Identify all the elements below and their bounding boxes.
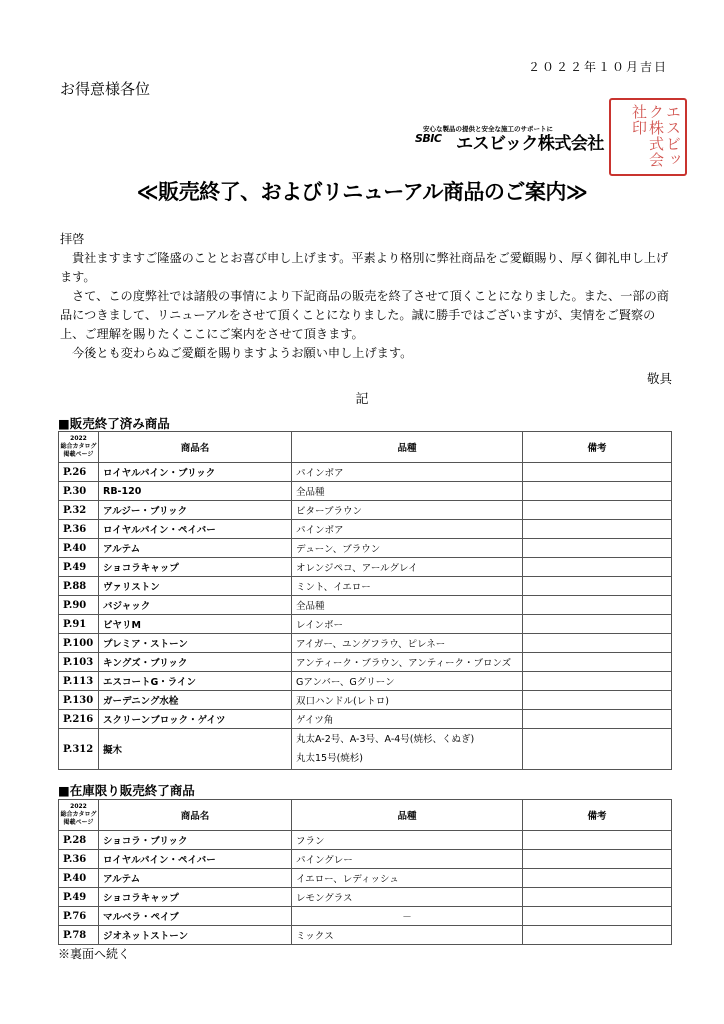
table-row xyxy=(59,672,672,691)
row-page: P.49 xyxy=(59,558,99,577)
row-notes xyxy=(523,463,672,482)
row-variety: － xyxy=(292,907,523,926)
row-page: P.88 xyxy=(59,577,99,596)
header-variety: 品種 xyxy=(292,432,523,463)
row-page: P.91 xyxy=(59,615,99,634)
row-variety: 双口ハンドル(レトロ) xyxy=(292,691,523,710)
table-row xyxy=(59,482,672,501)
table-row xyxy=(59,869,672,888)
table-row xyxy=(59,653,672,672)
table-row xyxy=(59,926,672,945)
header-page: 2022 総合カタログ 掲載ページ xyxy=(59,800,99,831)
row-variety: Gアンバー、Gグリーン xyxy=(292,672,523,691)
row-page: P.103 xyxy=(59,653,99,672)
row-name: アルテム xyxy=(99,869,292,888)
row-notes xyxy=(523,520,672,539)
table-row xyxy=(59,710,672,729)
row-variety: 全品種 xyxy=(292,482,523,501)
row-variety: パインボア xyxy=(292,520,523,539)
table-row xyxy=(59,577,672,596)
row-notes xyxy=(523,596,672,615)
row-variety: ゲイツ角 xyxy=(292,710,523,729)
row-variety: レモングラス xyxy=(292,888,523,907)
row-notes xyxy=(523,729,672,770)
row-page: P.32 xyxy=(59,501,99,520)
row-page: P.216 xyxy=(59,710,99,729)
row-notes xyxy=(523,691,672,710)
row-name: バジャック xyxy=(99,596,292,615)
row-notes xyxy=(523,539,672,558)
row-name: アルテム xyxy=(99,539,292,558)
stock-limited-table xyxy=(58,799,672,945)
section-stock-heading: ■在庫限り販売終了商品 xyxy=(58,783,195,798)
row-name: ショコラキャップ xyxy=(99,888,292,907)
row-page: P.100 xyxy=(59,634,99,653)
row-page: P.49 xyxy=(59,888,99,907)
row-variety: アイガー、ユングフラウ、ピレネー xyxy=(292,634,523,653)
row-notes xyxy=(523,558,672,577)
row-variety: フラン xyxy=(292,831,523,850)
row-page: P.28 xyxy=(59,831,99,850)
table-row xyxy=(59,729,672,770)
row-notes xyxy=(523,615,672,634)
table-row xyxy=(59,558,672,577)
row-variety: パインボア xyxy=(292,463,523,482)
section-discontinued-heading: ■販売終了済み商品 xyxy=(58,416,170,431)
header-notes: 備考 xyxy=(523,800,672,831)
header-page: 2022 総合カタログ 掲載ページ xyxy=(59,432,99,463)
table-header-row xyxy=(59,800,672,831)
row-notes xyxy=(523,710,672,729)
row-name: ジオネットストーン xyxy=(99,926,292,945)
row-name: 擬木 xyxy=(99,729,292,770)
company-seal-icon xyxy=(609,98,687,176)
row-name: ロイヤルパイン・ブリック xyxy=(99,463,292,482)
table-row xyxy=(59,888,672,907)
row-notes xyxy=(523,653,672,672)
row-page: P.30 xyxy=(59,482,99,501)
row-notes xyxy=(523,888,672,907)
row-page: P.78 xyxy=(59,926,99,945)
table-header-row xyxy=(59,432,672,463)
table-row xyxy=(59,634,672,653)
brand-mark: SBIC xyxy=(415,132,442,145)
table-row xyxy=(59,850,672,869)
paragraph-1: 貴社ますますご隆盛のこととお喜び申し上げます。平素より格別に弊社商品をご愛顧賜り、厚く御礼申し上げます。 xyxy=(60,251,669,284)
row-page: P.76 xyxy=(59,907,99,926)
table-row xyxy=(59,691,672,710)
company-logo-block xyxy=(415,98,687,178)
row-name: ロイヤルパイン・ペイバー xyxy=(99,850,292,869)
seal-text: エスビック株式会社印 xyxy=(630,104,682,168)
paragraph-3: 今後とも変わらぬご愛顧を賜りますようお願い申し上げます。 xyxy=(72,346,413,360)
row-name: ショコラ・ブリック xyxy=(99,831,292,850)
document-date: ２０２２年１０月吉日 xyxy=(527,60,668,74)
company-name: エスビック株式会社 xyxy=(456,134,604,154)
row-name: ヴァリストン xyxy=(99,577,292,596)
row-variety: オレンジペコ、アールグレイ xyxy=(292,558,523,577)
table-row xyxy=(59,831,672,850)
row-page: P.36 xyxy=(59,850,99,869)
recipient: お得意様各位 xyxy=(60,80,151,98)
row-variety: 全品種 xyxy=(292,596,523,615)
row-notes xyxy=(523,634,672,653)
row-name: アルジー・ブリック xyxy=(99,501,292,520)
row-page: P.40 xyxy=(59,869,99,888)
ki-mark: 記 xyxy=(355,392,369,407)
greeting: 拝啓 xyxy=(60,232,85,246)
row-variety: ミント、イエロー xyxy=(292,577,523,596)
row-name: ショコラキャップ xyxy=(99,558,292,577)
row-name: ロイヤルパイン・ペイバー xyxy=(99,520,292,539)
row-variety: イエロー、レディッシュ xyxy=(292,869,523,888)
paragraph-2: さて、この度弊社では諸般の事情により下記商品の販売を終了させて頂くことになりました。また、一部の商品につきまして、リニューアルをさせて頂くことになりました。誠に勝手ではございますが、実情をご賢察の上、ご理解を賜りたくここにご案内をさせて頂きます。 xyxy=(60,289,669,341)
table-row xyxy=(59,539,672,558)
table-row xyxy=(59,615,672,634)
row-variety: ミックス xyxy=(292,926,523,945)
row-variety: デューン、ブラウン xyxy=(292,539,523,558)
row-page: P.26 xyxy=(59,463,99,482)
company-tagline: 安心な製品の提供と安全な施工のサポートに xyxy=(423,125,553,133)
row-notes xyxy=(523,907,672,926)
table-row xyxy=(59,520,672,539)
table-row xyxy=(59,596,672,615)
row-name: ビヤリM xyxy=(99,615,292,634)
row-notes xyxy=(523,482,672,501)
row-name: エスコートG・ライン xyxy=(99,672,292,691)
row-notes xyxy=(523,831,672,850)
row-page: P.130 xyxy=(59,691,99,710)
row-variety: パイングレー xyxy=(292,850,523,869)
letter-body xyxy=(60,230,672,363)
header-name: 商品名 xyxy=(99,800,292,831)
header-notes: 備考 xyxy=(523,432,672,463)
row-name: プレミア・ストーン xyxy=(99,634,292,653)
row-notes xyxy=(523,577,672,596)
row-variety: アンティーク・ブラウン、アンティーク・ブロンズ xyxy=(292,653,523,672)
row-variety: ビターブラウン xyxy=(292,501,523,520)
row-notes xyxy=(523,869,672,888)
row-page: P.36 xyxy=(59,520,99,539)
table-row xyxy=(59,907,672,926)
header-name: 商品名 xyxy=(99,432,292,463)
row-variety: 丸太A-2号、A-3号、A-4号(焼杉、くぬぎ) 丸太15号(焼杉) xyxy=(292,729,523,770)
row-name: マルベラ・ペイブ xyxy=(99,907,292,926)
row-variety: レインボー xyxy=(292,615,523,634)
row-name: キングズ・ブリック xyxy=(99,653,292,672)
row-notes xyxy=(523,926,672,945)
row-notes xyxy=(523,501,672,520)
closing: 敬具 xyxy=(646,371,672,386)
row-page: P.312 xyxy=(59,729,99,770)
row-name: スクリーンブロック・ゲイツ xyxy=(99,710,292,729)
row-name: RB-120 xyxy=(99,482,292,501)
header-variety: 品種 xyxy=(292,800,523,831)
row-notes xyxy=(523,850,672,869)
continued-note: ※裏面へ続く xyxy=(58,947,131,961)
discontinued-table xyxy=(58,431,672,770)
row-page: P.113 xyxy=(59,672,99,691)
table-row xyxy=(59,501,672,520)
row-name: ガーデニング水栓 xyxy=(99,691,292,710)
row-page: P.90 xyxy=(59,596,99,615)
row-page: P.40 xyxy=(59,539,99,558)
document-title: ≪販売終了、およびリニューアル商品のご案内≫ xyxy=(136,180,588,204)
row-notes xyxy=(523,672,672,691)
table-row xyxy=(59,463,672,482)
